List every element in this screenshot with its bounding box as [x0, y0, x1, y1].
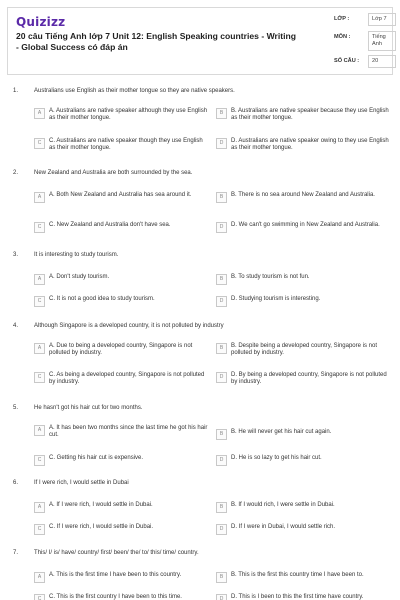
question-text: He hasn't got his hair cut for two months. — [34, 405, 143, 411]
question-number: 6. — [13, 480, 19, 486]
option-letter: C — [34, 524, 45, 535]
option-text: A. It has been two months since the last time he got his hair cut. — [49, 425, 208, 439]
worksheet-title: 20 câu Tiếng Anh lớp 7 Unit 12: English Speaking countries - Writing - Global Success có đáp án — [16, 31, 297, 52]
option-letter: B — [216, 192, 227, 203]
option-text: D. By being a developed country, Singapore is not polluted by industry. — [231, 372, 387, 386]
option-text: D. He is so lazy to get his hair cut. — [231, 455, 322, 461]
option-text: B. There is no sea around New Zealand and Australia. — [231, 192, 375, 198]
option-letter: B — [216, 343, 227, 354]
option-text: B. He will never get his hair cut again. — [231, 429, 332, 435]
option-text: A. This is the first time I have been to this country. — [49, 572, 182, 578]
option-text: B. Despite being a developed country, Singapore is not polluted by industry. — [231, 343, 377, 357]
option-letter: A — [34, 274, 45, 285]
option-letter: B — [216, 429, 227, 440]
count-value: 20 — [368, 55, 396, 68]
option-text: C. Getting his hair cut is expensive. — [49, 455, 144, 461]
question-text: Although Singapore is a developed country, it is not polluted by industry — [34, 323, 224, 329]
option-text: C. It is not a good idea to study tourism. — [49, 296, 155, 302]
option-text: B. Australians are native speaker because they use English as their mother tongue. — [231, 108, 389, 122]
subject-label: MÔN : — [334, 34, 351, 40]
option-text: A. Both New Zealand and Australia has sea around it. — [49, 192, 192, 198]
option-text: A. Australians are native speaker although they use English as their mother tongue. — [49, 108, 208, 122]
quizizz-logo: Quizizz — [16, 15, 66, 29]
option-letter: D — [216, 222, 227, 233]
option-letter: D — [216, 594, 227, 600]
option-letter: C — [34, 455, 45, 466]
option-letter: A — [34, 192, 45, 203]
question-number: 1. — [13, 88, 19, 94]
question-text: If I were rich, I would settle in Dubai — [34, 480, 129, 486]
option-letter: B — [216, 274, 227, 285]
question-text: New Zealand and Australia are both surrounded by the sea. — [34, 170, 193, 176]
option-text: C. New Zealand and Australia don't have sea. — [49, 222, 171, 228]
class-label: LỚP : — [334, 16, 350, 22]
class-value: Lớp 7 — [368, 13, 396, 26]
option-letter: B — [216, 108, 227, 119]
question-number: 4. — [13, 323, 19, 329]
option-text: C. Australians are native speaker though they use English as their mother tongue. — [49, 138, 203, 152]
subject-value: Tiếng Anh — [368, 31, 396, 51]
question-number: 3. — [13, 252, 19, 258]
option-letter: C — [34, 222, 45, 233]
option-text: B. To study tourism is not fun. — [231, 274, 310, 280]
question-text: This/ I/ is/ have/ country/ first/ been/ the/ to/ this/ time/ country. — [34, 550, 199, 556]
option-text: C. As being a developed country, Singapore is not polluted by industry. — [49, 372, 205, 386]
option-letter: B — [216, 502, 227, 513]
option-text: A. Due to being a developed country, Singapore is not polluted by industry. — [49, 343, 193, 357]
count-label: SỐ CÂU : — [334, 58, 360, 64]
option-text: D. This is I been to this the first time have country. — [231, 594, 364, 600]
option-letter: C — [34, 372, 45, 383]
option-letter: A — [34, 425, 45, 436]
option-letter: B — [216, 572, 227, 583]
option-text: D. If I were in Dubai, I would settle rich. — [231, 524, 336, 530]
option-text: D. Studying tourism is interesting. — [231, 296, 321, 302]
option-letter: C — [34, 296, 45, 307]
option-text: B. If I would rich, I were settle in Dubai. — [231, 502, 335, 508]
option-letter: D — [216, 296, 227, 307]
option-letter: A — [34, 343, 45, 354]
option-text: A. If I were rich, I would settle in Dubai. — [49, 502, 153, 508]
option-letter: D — [216, 138, 227, 149]
option-letter: C — [34, 594, 45, 600]
option-text: D. Australians are native speaker owing to they use English as their mother tongue. — [231, 138, 389, 152]
option-text: A. Don't study tourism. — [49, 274, 110, 280]
question-text: It is interesting to study tourism. — [34, 252, 119, 258]
question-number: 5. — [13, 405, 19, 411]
option-text: C. This is the first country I have been to this time. — [49, 594, 182, 600]
worksheet-meta — [328, 8, 394, 74]
option-letter: D — [216, 524, 227, 535]
option-text: C. If I were rich, I would settle in Dubai. — [49, 524, 154, 530]
option-letter: D — [216, 455, 227, 466]
option-letter: D — [216, 372, 227, 383]
question-text: Australians use English as their mother tongue so they are native speakers. — [34, 88, 235, 94]
option-text: B. This is the first this country time I have been to. — [231, 572, 364, 578]
option-letter: A — [34, 108, 45, 119]
question-number: 7. — [13, 550, 19, 556]
option-letter: C — [34, 138, 45, 149]
option-text: D. We can't go swimming in New Zealand and Australia. — [231, 222, 380, 228]
question-number: 2. — [13, 170, 19, 176]
option-letter: A — [34, 572, 45, 583]
worksheet-header — [7, 7, 393, 75]
option-letter: A — [34, 502, 45, 513]
